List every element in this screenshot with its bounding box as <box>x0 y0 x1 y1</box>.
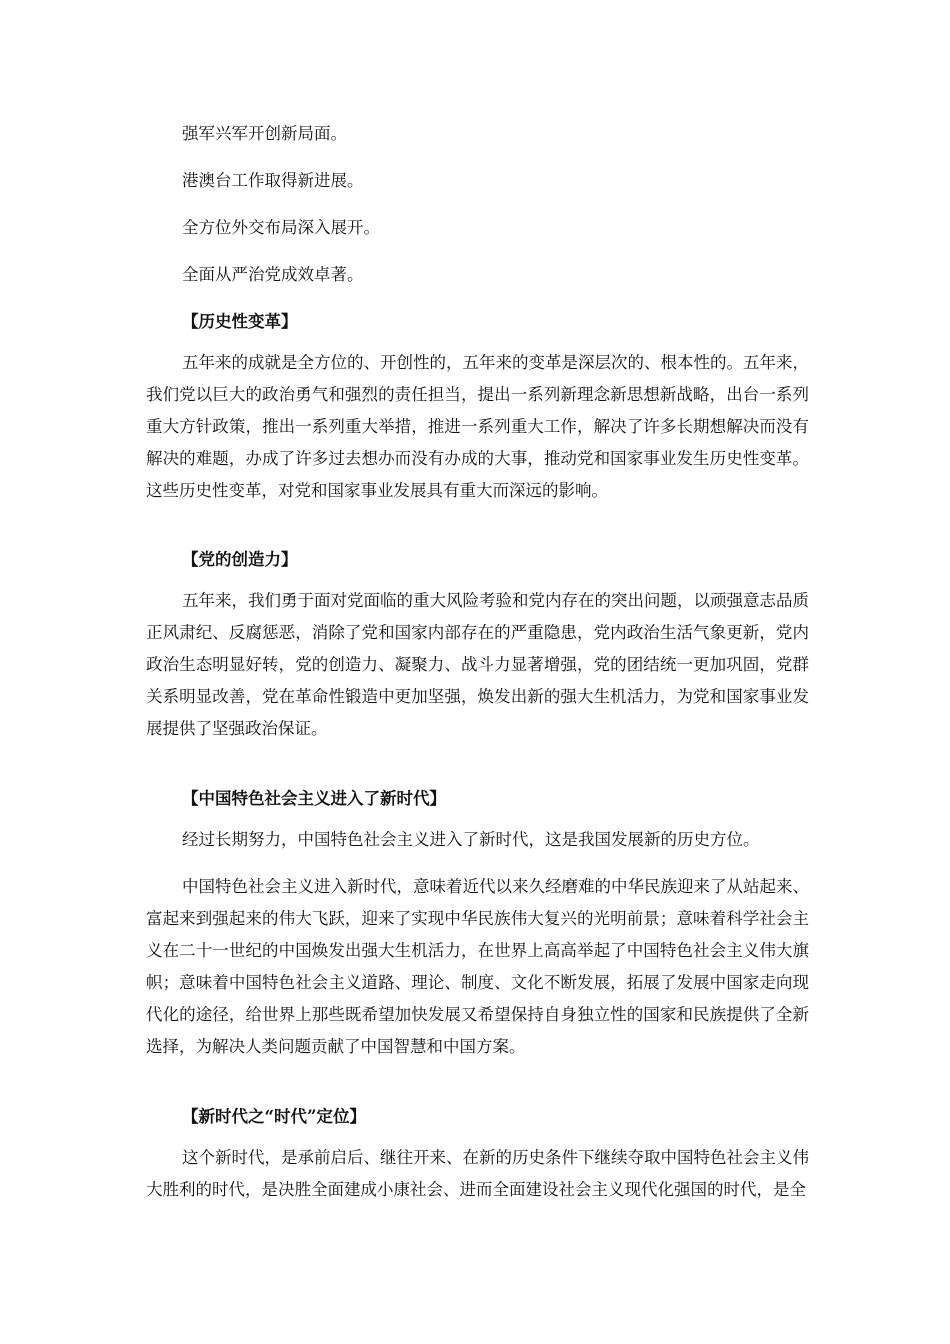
section-heading: 【历史性变革】 <box>182 312 298 331</box>
list-item: 港澳台工作取得新进展。 <box>182 171 364 190</box>
section-heading: 【新时代之“时代”定位】 <box>182 1107 366 1126</box>
list-item: 强军兴军开创新局面。 <box>182 124 347 143</box>
paragraph: 五年来，我们勇于面对党面临的重大风险考验和党内存在的突出问题，以顽强意志品质正风肃纪、反腐惩恶，消除了党和国家内部存在的严重隐患，党内政治生活气象更新，党内政治生态明显好转，党的创造力、凝聚力、战斗力显著增强，党的团结统一更加巩固，党群关系明显改善，党在革命性锻造中更加坚强，焕发出新的强大生机活力，为党和国家事业发展提供了坚强政治保证。 <box>146 591 809 738</box>
paragraph: 经过长期努力，中国特色社会主义进入了新时代，这是我国发展新的历史方位。 <box>182 830 760 849</box>
list-item: 全方位外交布局深入展开。 <box>182 218 380 237</box>
list-item: 全面从严治党成效卓著。 <box>182 265 364 284</box>
paragraph: 这个新时代，是承前启后、继往开来、在新的历史条件下继续夺取中国特色社会主义伟大胜利的时代，是决胜全面建成小康社会、进而全面建设社会主义现代化强国的时代，是全 <box>146 1148 809 1199</box>
section-heading: 【党的创造力】 <box>182 550 298 569</box>
section-heading: 【中国特色社会主义进入了新时代】 <box>182 789 446 808</box>
paragraph: 中国特色社会主义进入新时代，意味着近代以来久经磨难的中华民族迎来了从站起来、富起来到强起来的伟大飞跃，迎来了实现中华民族伟大复兴的光明前景；意味着科学社会主义在二十一世纪的中国焕发出强大生机活力，在世界上高高举起了中国特色社会主义伟大旗帜；意味着中国特色社会主义道路、理论、制度、文化不断发展，拓展了发展中国家走向现代化的途径，给世界上那些既希望加快发展又希望保持自身独立性的国家和民族提供了全新选择，为解决人类问题贡献了中国智慧和中国方案。 <box>146 877 809 1056</box>
paragraph: 五年来的成就是全方位的、开创性的，五年来的变革是深层次的、根本性的。五年来，我们党以巨大的政治勇气和强烈的责任担当，提出一系列新理念新思想新战略，出台一系列重大方针政策，推出一系列重大举措，推进一系列重大工作，解决了许多长期想解决而没有解决的难题，办成了许多过去想办而没有办成的大事，推动党和国家事业发生历史性变革。这些历史性变革，对党和国家事业发展具有重大而深远的影响。 <box>146 353 809 500</box>
